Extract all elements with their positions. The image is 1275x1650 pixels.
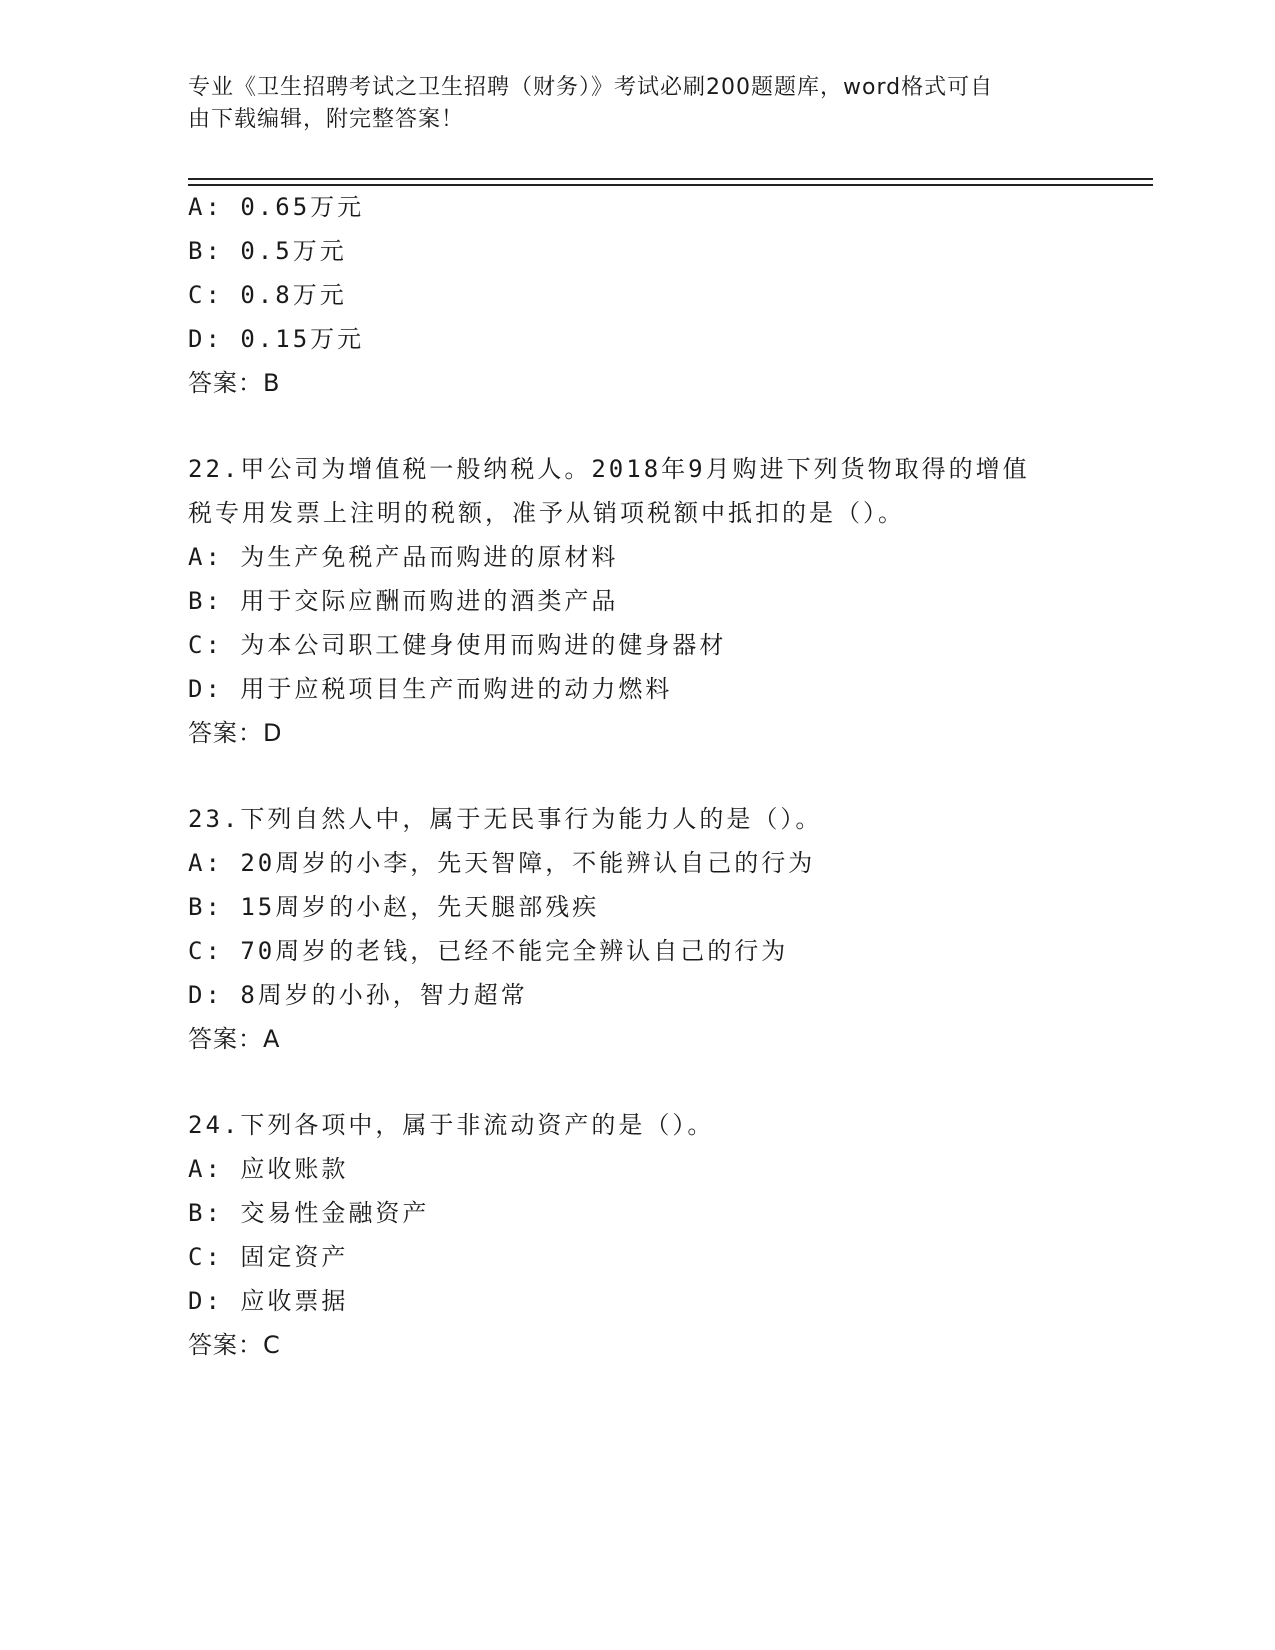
- q22-stem-line-2: 税专用发票上注明的税额，准予从销项税额中抵扣的是（）。: [188, 499, 905, 527]
- q21-option-a: A: 0.65万元: [188, 193, 365, 221]
- q23-option-c: C: 70周岁的老钱，已经不能完全辨认自己的行为: [188, 937, 789, 965]
- q24-option-b: B: 交易性金融资产: [188, 1199, 430, 1227]
- q24-answer: 答案：C: [188, 1331, 281, 1359]
- q22-answer: 答案：D: [188, 719, 283, 747]
- header-line-1: 专业《卫生招聘考试之卫生招聘（财务）》考试必刷200题题库，word格式可自: [188, 75, 994, 100]
- q23-option-b: B: 15周岁的小赵，先天腿部残疾: [188, 893, 600, 921]
- q22-stem-line-1: 22.甲公司为增值税一般纳税人。2018年9月购进下列货物取得的增值: [188, 455, 1030, 483]
- q22-option-c: C: 为本公司职工健身使用而购进的健身器材: [188, 631, 727, 659]
- q23-option-a: A: 20周岁的小李，先天智障，不能辨认自己的行为: [188, 849, 816, 877]
- q24-option-c: C: 固定资产: [188, 1243, 349, 1271]
- q24-stem-line-1: 24.下列各项中，属于非流动资产的是（）。: [188, 1111, 715, 1139]
- q22-option-a: A: 为生产免税产品而购进的原材料: [188, 543, 619, 571]
- q22-option-d: D: 用于应税项目生产而购进的动力燃料: [188, 675, 673, 703]
- q23-answer: 答案：A: [188, 1025, 281, 1053]
- q23-option-d: D: 8周岁的小孙，智力超常: [188, 981, 528, 1009]
- q24-option-a: A: 应收账款: [188, 1155, 349, 1183]
- q21-option-c: C: 0.8万元: [188, 281, 347, 309]
- q21-option-b: B: 0.5万元: [188, 237, 347, 265]
- q23-stem-line-1: 23.下列自然人中，属于无民事行为能力人的是（）。: [188, 805, 823, 833]
- header-line-2: 由下载编辑，附完整答案！: [188, 107, 465, 132]
- q21-answer: 答案：B: [188, 369, 281, 397]
- q22-option-b: B: 用于交际应酬而购进的酒类产品: [188, 587, 619, 615]
- header-rule-bottom: [188, 184, 1153, 186]
- document-header: [188, 72, 1088, 136]
- q21-option-d: D: 0.15万元: [188, 325, 365, 353]
- header-rule-top: [188, 178, 1153, 180]
- q24-option-d: D: 应收票据: [188, 1287, 349, 1315]
